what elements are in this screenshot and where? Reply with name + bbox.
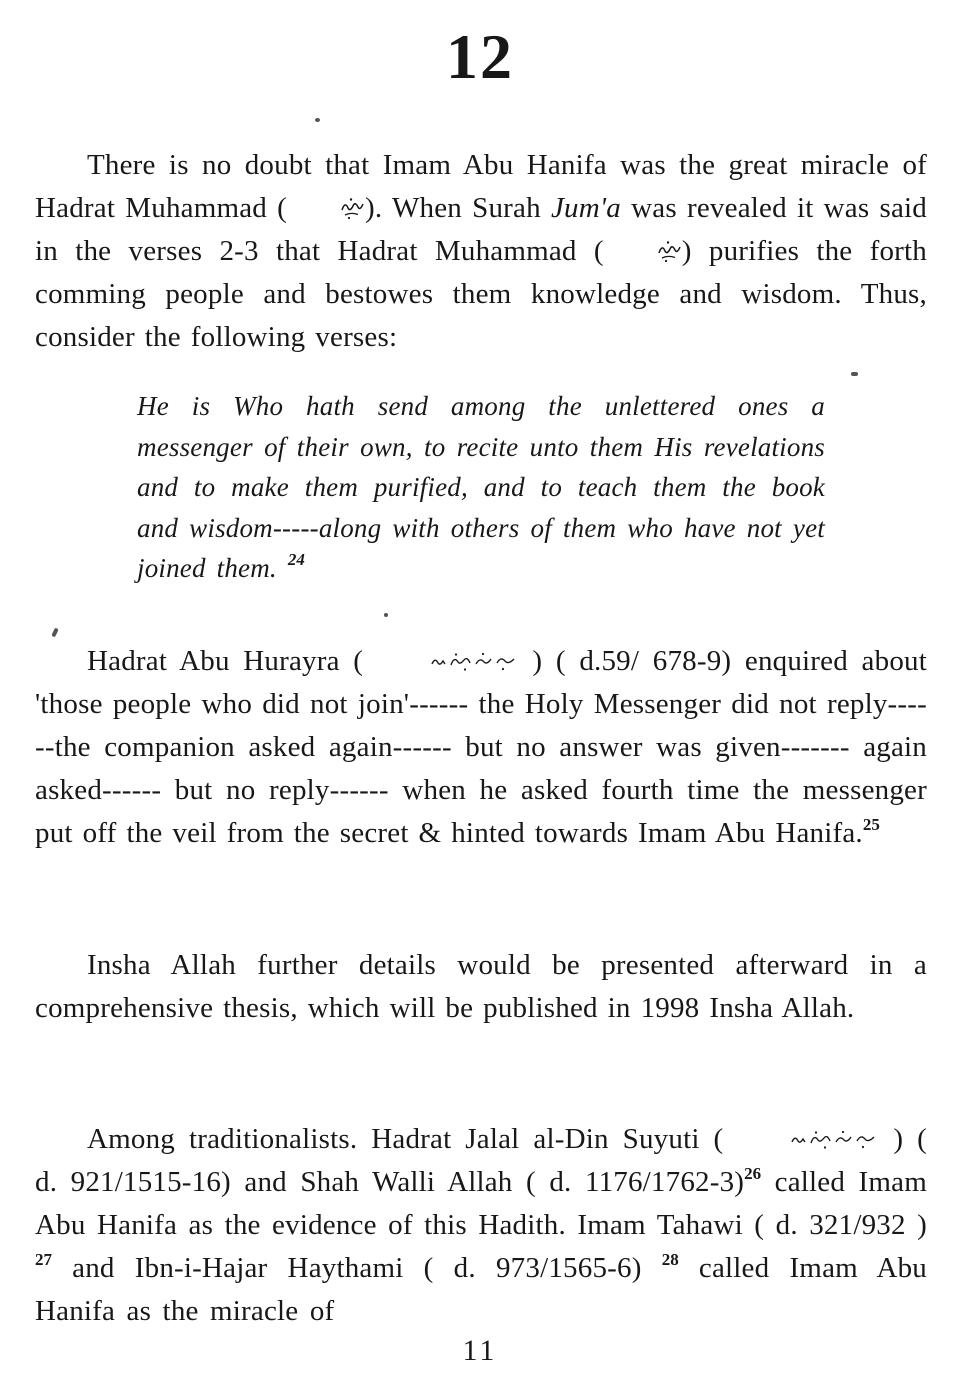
paragraph-abu-hurayra [35, 640, 927, 855]
quote-text: He is Who hath send among the unlettered ones a messenger of their own, to recite unto them His revelations and to make them purified, and to teach them the book and wisdom-----along with others of them who have not yet joined them. [137, 391, 825, 583]
text-run: ) purifies the forth comming people and bestowes them knowledge and wisdom. Thus, consider the following verses: [35, 235, 927, 353]
paragraph-intro [35, 144, 927, 359]
footnote-reference: 24 [287, 550, 305, 569]
footnote-reference: 26 [744, 1164, 762, 1183]
footnote-reference: 28 [661, 1250, 679, 1269]
scan-artifact-dash [851, 372, 858, 376]
text-run: called Imam Abu Hanifa as the miracle of [35, 1252, 927, 1327]
text-run: ) ( d. 921/1515-16) and Shah Walli Allah ( d. 1176/1762-3) [35, 1123, 927, 1198]
text-run: Insha Allah further details would be presented afterward in a comprehensive thesis, which will be published in 1998 Insha Allah. [35, 949, 927, 1024]
text-run: Among traditionalists. Hadrat Jalal al-Din Suyuti ( [87, 1123, 738, 1155]
text-run: ). When Surah [365, 192, 551, 224]
scan-artifact-dot [384, 613, 388, 617]
footnote-reference: 27 [35, 1250, 52, 1269]
paragraph-thesis [35, 944, 927, 1030]
scan-artifact-tick [51, 628, 58, 638]
pbuh-calligraphy-icon [604, 239, 682, 263]
footnote-reference: 25 [862, 815, 880, 834]
radi-allahu-anhu-calligraphy-icon [377, 651, 519, 673]
chapter-page-number: 12 [446, 21, 514, 92]
quran-verse-quote [137, 386, 825, 589]
text-run: There is no doubt that Imam Abu Hanifa was the great miracle of Hadrat Muhammad ( [35, 149, 927, 224]
scan-artifact-dot [315, 118, 320, 122]
text-run: Hadrat Abu Hurayra ( [87, 645, 377, 677]
pbuh-calligraphy-icon [287, 196, 365, 220]
paragraph-traditionalists [35, 1118, 927, 1333]
text-run: called Imam Abu Hanifa as the evidence of this Hadith. Imam Tahawi ( d. 321/932 ) [35, 1166, 927, 1241]
text-run: ) ( d.59/ 678-9) enquired about 'those people who did not join'------ the Holy Messenger did not reply------the companion asked again------ but no answer was given------- again asked------ but no reply------ when he asked fourth time the messenger put off the veil from the secret & hinted towards Imam Abu Hanifa. [35, 645, 927, 849]
page-number: 11 [462, 1334, 498, 1367]
text-run: was revealed it was said in the verses 2-3 that Hadrat Muhammad ( [35, 192, 927, 267]
radi-allahu-anhu-calligraphy-icon [737, 1129, 879, 1151]
text-run: and Ibn-i-Hajar Haythami ( d. 973/1565-6) [52, 1252, 662, 1284]
surah-name: Jum'a [550, 192, 621, 224]
